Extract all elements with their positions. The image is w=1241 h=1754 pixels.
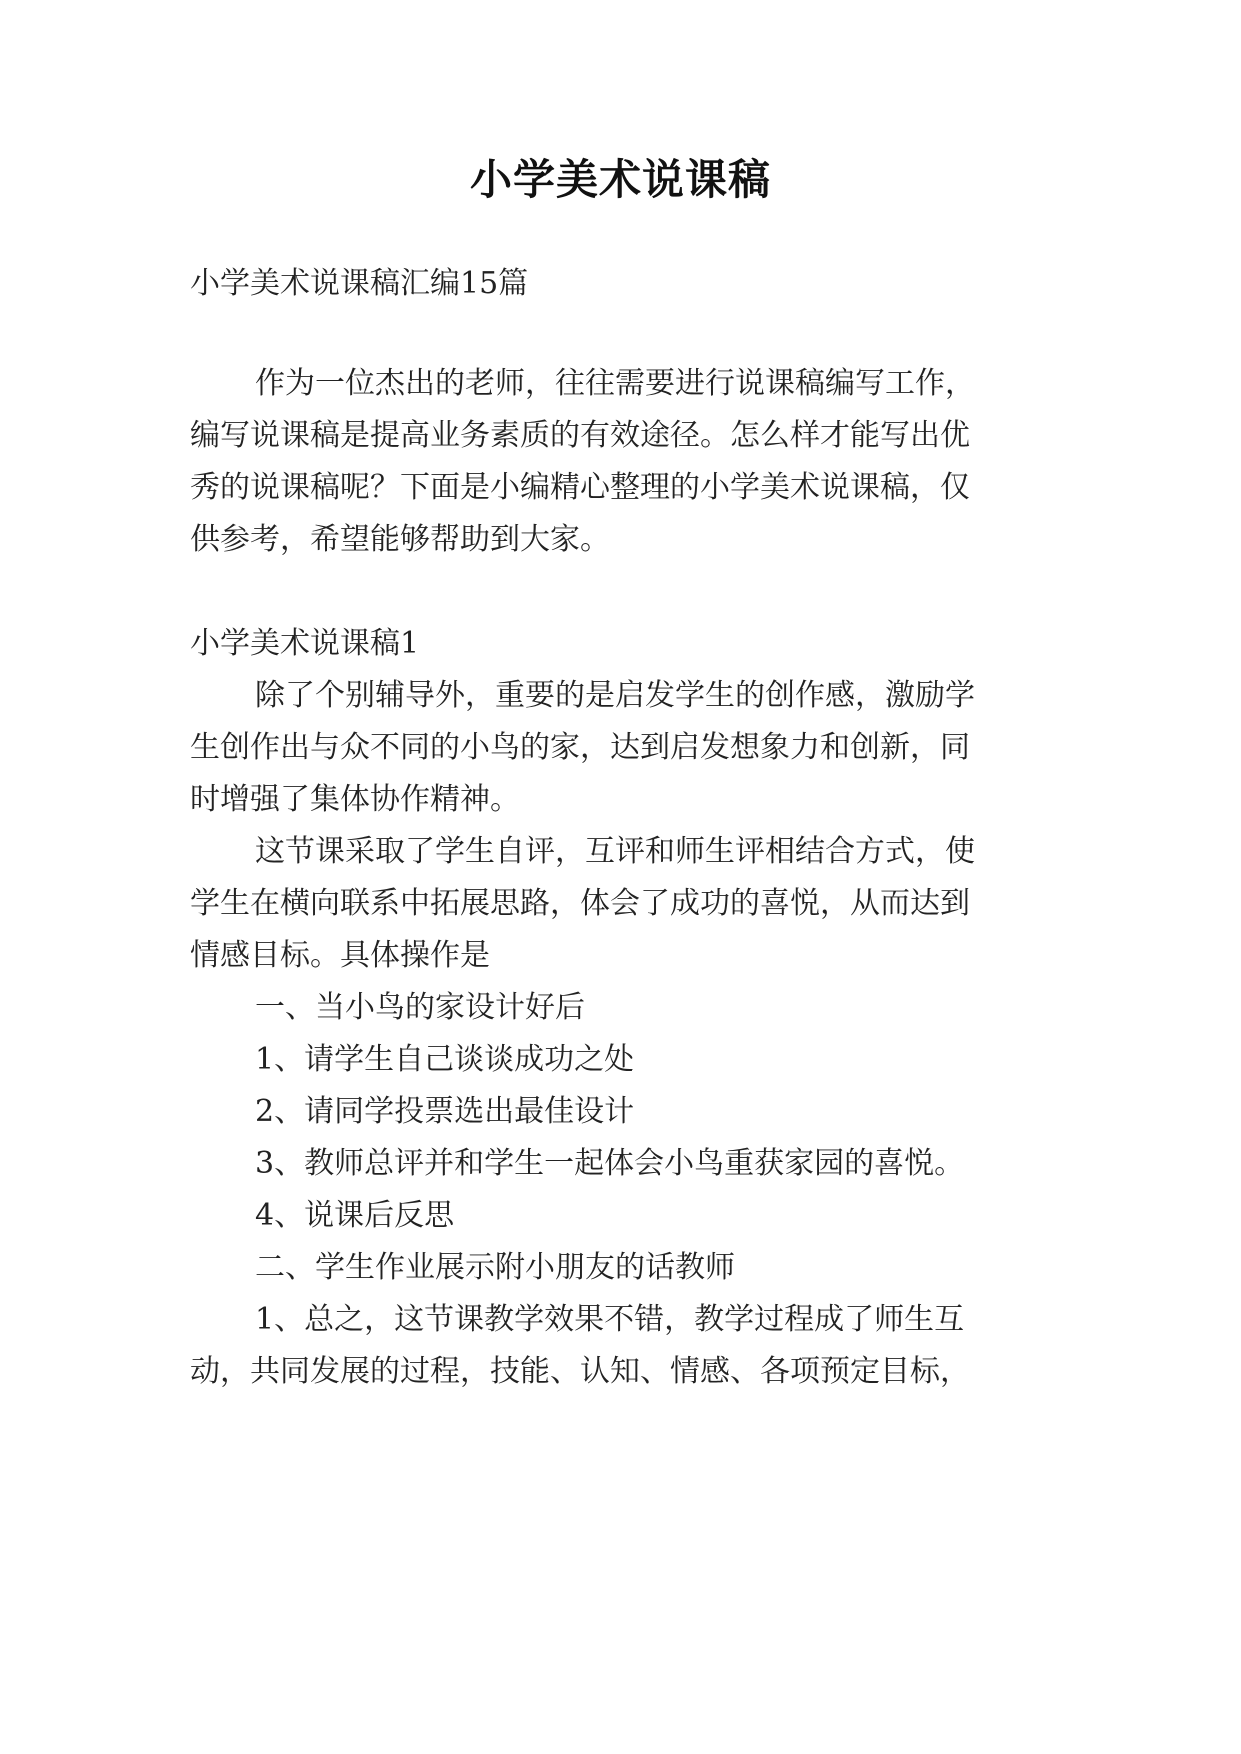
intro-line: 编写说课稿是提高业务素质的有效途径。怎么样才能写出优 [190,418,970,453]
list-item: 3、教师总评并和学生一起体会小鸟重获家园的喜悦。 [255,1146,965,1181]
body-line: 情感目标。具体操作是 [190,938,490,973]
list-item: 2、请同学投票选出最佳设计 [255,1094,635,1129]
body-line: 学生在横向联系中拓展思路，体会了成功的喜悦，从而达到 [190,886,970,921]
body-line: 时增强了集体协作精神。 [190,782,520,817]
body-line: 这节课采取了学生自评，互评和师生评相结合方式，使 [255,834,975,869]
body-line: 除了个别辅导外，重要的是启发学生的创作感，激励学 [255,678,975,713]
body-line: 生创作出与众不同的小鸟的家，达到启发想象力和创新，同 [190,730,970,765]
page-title: 小学美术说课稿 [469,155,771,204]
body-line: 1、总之，这节课教学效果不错，教学过程成了师生互 [255,1302,965,1337]
intro-line: 秀的说课稿呢？下面是小编精心整理的小学美术说课稿，仅 [190,470,970,505]
section-heading: 小学美术说课稿1 [190,626,420,661]
intro-line: 供参考，希望能够帮助到大家。 [190,522,610,557]
list-item: 1、请学生自己谈谈成功之处 [255,1042,635,1077]
body-line: 动，共同发展的过程，技能、认知、情感、各项预定目标， [190,1354,970,1389]
list-item: 4、说课后反思 [255,1198,455,1233]
list-item: 二、学生作业展示附小朋友的话教师 [255,1250,735,1285]
document-subtitle: 小学美术说课稿汇编15篇 [190,266,529,301]
intro-line: 作为一位杰出的老师，往往需要进行说课稿编写工作， [255,366,975,401]
list-item: 一、当小鸟的家设计好后 [255,990,585,1025]
